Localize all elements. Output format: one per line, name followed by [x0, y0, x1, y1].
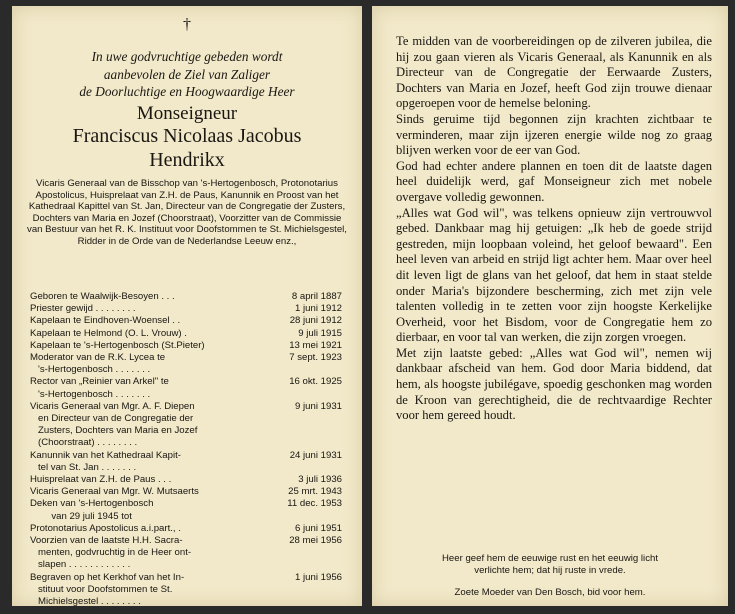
prayer-line: Heer geef hem de eeuwige rust en het eeuwig licht	[442, 553, 658, 564]
career-date: 28 mei 1956	[289, 535, 342, 547]
career-row	[30, 498, 342, 522]
career-label: Kapelaan te Helmond (O. L. Vrouw) .	[30, 327, 187, 339]
career-label: Voorzien van de laatste H.H. Sacra- menten, godvruchtig in de Heer ont- slapen . . . . . . . . . . . .	[30, 535, 192, 571]
career-date: 24 juni 1931	[289, 449, 342, 461]
career-row	[30, 486, 342, 498]
career-date: 9 juni 1931	[295, 400, 342, 412]
name-line-2: Hendrikx	[149, 149, 225, 171]
career-label: Geboren te Waalwijk-Besoyen . . .	[30, 291, 175, 302]
career-row	[30, 450, 342, 474]
career-row	[30, 340, 342, 352]
career-date: 8 april 1887	[291, 291, 342, 302]
paragraph: God had echter andere plannen en toen dit de laatste dagen heel duidelijk werd, gaf Monseigneur zich met nobele overgave volledig gewonnen.	[396, 158, 712, 204]
title-monseigneur: Monseigneur	[136, 103, 238, 124]
career-row	[30, 303, 342, 315]
career-label: Priester gewijd . . . . . . . .	[30, 303, 136, 315]
career-date: 9 juli 1915	[298, 327, 342, 339]
career-label: Vicaris Generaal van Mgr. W. Mutsaerts	[30, 486, 199, 498]
intro-line: aanbevolen de Ziel van Zaliger	[103, 66, 271, 82]
career-label: Protonotarius Apostolicus a.i.part., .	[30, 522, 181, 534]
career-label: Begraven op het Kerkhof van het In- stituut voor Doofstommen te St. Michielsgestel . . . . . . . .	[30, 571, 185, 608]
deceased-name	[12, 124, 362, 172]
career-label: Kanunnik van het Kathedraal Kapit- tel van St. Jan . . . . . . .	[30, 449, 181, 473]
prayer	[384, 553, 716, 577]
career-row	[30, 376, 342, 400]
career-date: 13 mei 1921	[289, 339, 342, 351]
career-date: 7 sept. 1923	[289, 352, 342, 364]
career-label: Moderator van de R.K. Lycea te 's-Hertogenbosch . . . . . . .	[30, 352, 166, 376]
career-date: 6 juni 1951	[295, 522, 342, 534]
paragraph: „Alles wat God wil", was telkens opnieuw zijn vertrouwvol gebed. Dankbaar mag hij getuigen: „Ik heb de goede strijd gestreden, mijn loopbaan voleind, het geloof bewaard". Een heel leven van arbeid en strijd ligt achter hem. Maar over heel dit leven ligt de glans van het geloof, dat hem in staat stelde onder Maria's bijzondere bescherming, zich met zijn vele talenten volledig in te zetten voor zijn hoogste Kerkelijke Overheid, voor het Bisdom, voor de Congregatie hem zo dierbaar, en voor tal van werken, die zijn zorgen vroegen.	[396, 205, 712, 345]
career-label: Huisprelaat van Z.H. de Paus . . .	[30, 474, 172, 486]
career-row	[30, 352, 342, 376]
career-date: 16 okt. 1925	[289, 376, 342, 388]
career-date: 11 dec. 1953	[287, 498, 342, 510]
career-row	[30, 474, 342, 486]
paragraph: Sinds geruime tijd begonnen zijn krachten zichtbaar te verminderen, maar zijn ijzeren energie wilde nog zo graag blijven werken voor de eer van God.	[396, 111, 712, 158]
career-row	[30, 328, 342, 340]
prayer-line: verlichte hem; dat hij ruste in vrede.	[474, 565, 626, 576]
career-label: Kapelaan te Eindhoven-Woensel . .	[30, 315, 181, 327]
closing-invocation: Zoete Moeder van Den Bosch, bid voor hem.	[454, 587, 646, 598]
career-date: 28 juni 1912	[289, 315, 342, 327]
career-date: 1 juni 1912	[295, 303, 342, 315]
career-date: 25 mrt. 1943	[288, 486, 342, 498]
career-row	[30, 523, 342, 535]
intro-text	[12, 48, 362, 101]
paragraph: Te midden van de voorbereidingen op de zilveren jubilea, die hij zou gaan vieren als Vicaris Generaal, als Kanunnik en als Directeur van de Congregatie der Eerwaarde Zusters, Dochters van Maria en Jozef, heeft God zijn trouwe dienaar opgeroepen voor de hemelse beloning.	[396, 34, 712, 111]
intro-line: In uwe godvruchtige gebeden wordt	[91, 49, 283, 64]
career-label: Rector van „Reinier van Arkel" te 's-Hertogenbosch . . . . . . .	[30, 376, 169, 400]
career-label: Deken van 's-Hertogenbosch van 29 juli 1945 tot	[30, 498, 154, 522]
career-date: 3 juli 1936	[298, 474, 342, 486]
cross-symbol: †	[183, 16, 191, 33]
career-row	[30, 315, 342, 327]
paragraph: Met zijn laatste gebed: „Alles wat God wil", nemen wij dankbaar afscheid van hem. God door Maria biddend, dat hem, als hoogste jubilégave, spoedig geschonken mag worden de Kroon van gerechtigheid, die de rechtvaardige Rechter voor hem gereed houdt.	[396, 345, 712, 423]
left-card	[12, 6, 362, 606]
career-date: 1 juni 1956	[295, 571, 342, 583]
career-row	[30, 401, 342, 450]
memorial-text	[396, 34, 712, 424]
titles-paragraph: Vicaris Generaal van de Bisschop van 's-Hertogenbosch, Protonotarius Apostolicus, Huisprelaat van Z.H. de Paus, Kanunnik en Proost van het Kathedraal Kapittel van St. Jan, Directeur van de Congregatie der Zusters, Dochters van Maria en Jozef (Choorstraat), Voorzitter van de Commissie van Bestuur van het R. K. Instituut voor Doofstommen te St. Michielsgestel, Ridder in de Orde van de Nederlandse Leeuw enz.,	[27, 178, 347, 247]
career-label: Vicaris Generaal van Mgr. A. F. Diepen en Directeur van de Congregatie der Zusters, Dochters van Maria en Jozef (Choorstraat) . . . . . . . .	[30, 400, 198, 449]
career-row	[30, 291, 342, 303]
career-row	[30, 535, 342, 572]
career-list	[30, 291, 342, 608]
career-row	[30, 572, 342, 609]
right-card	[372, 6, 728, 606]
career-label: Kapelaan te 's-Hertogenbosch (St.Pieter)	[30, 339, 205, 351]
name-line-1: Franciscus Nicolaas Jacobus	[72, 125, 302, 147]
intro-line: de Doorluchtige en Hoogwaardige Heer	[79, 84, 295, 99]
